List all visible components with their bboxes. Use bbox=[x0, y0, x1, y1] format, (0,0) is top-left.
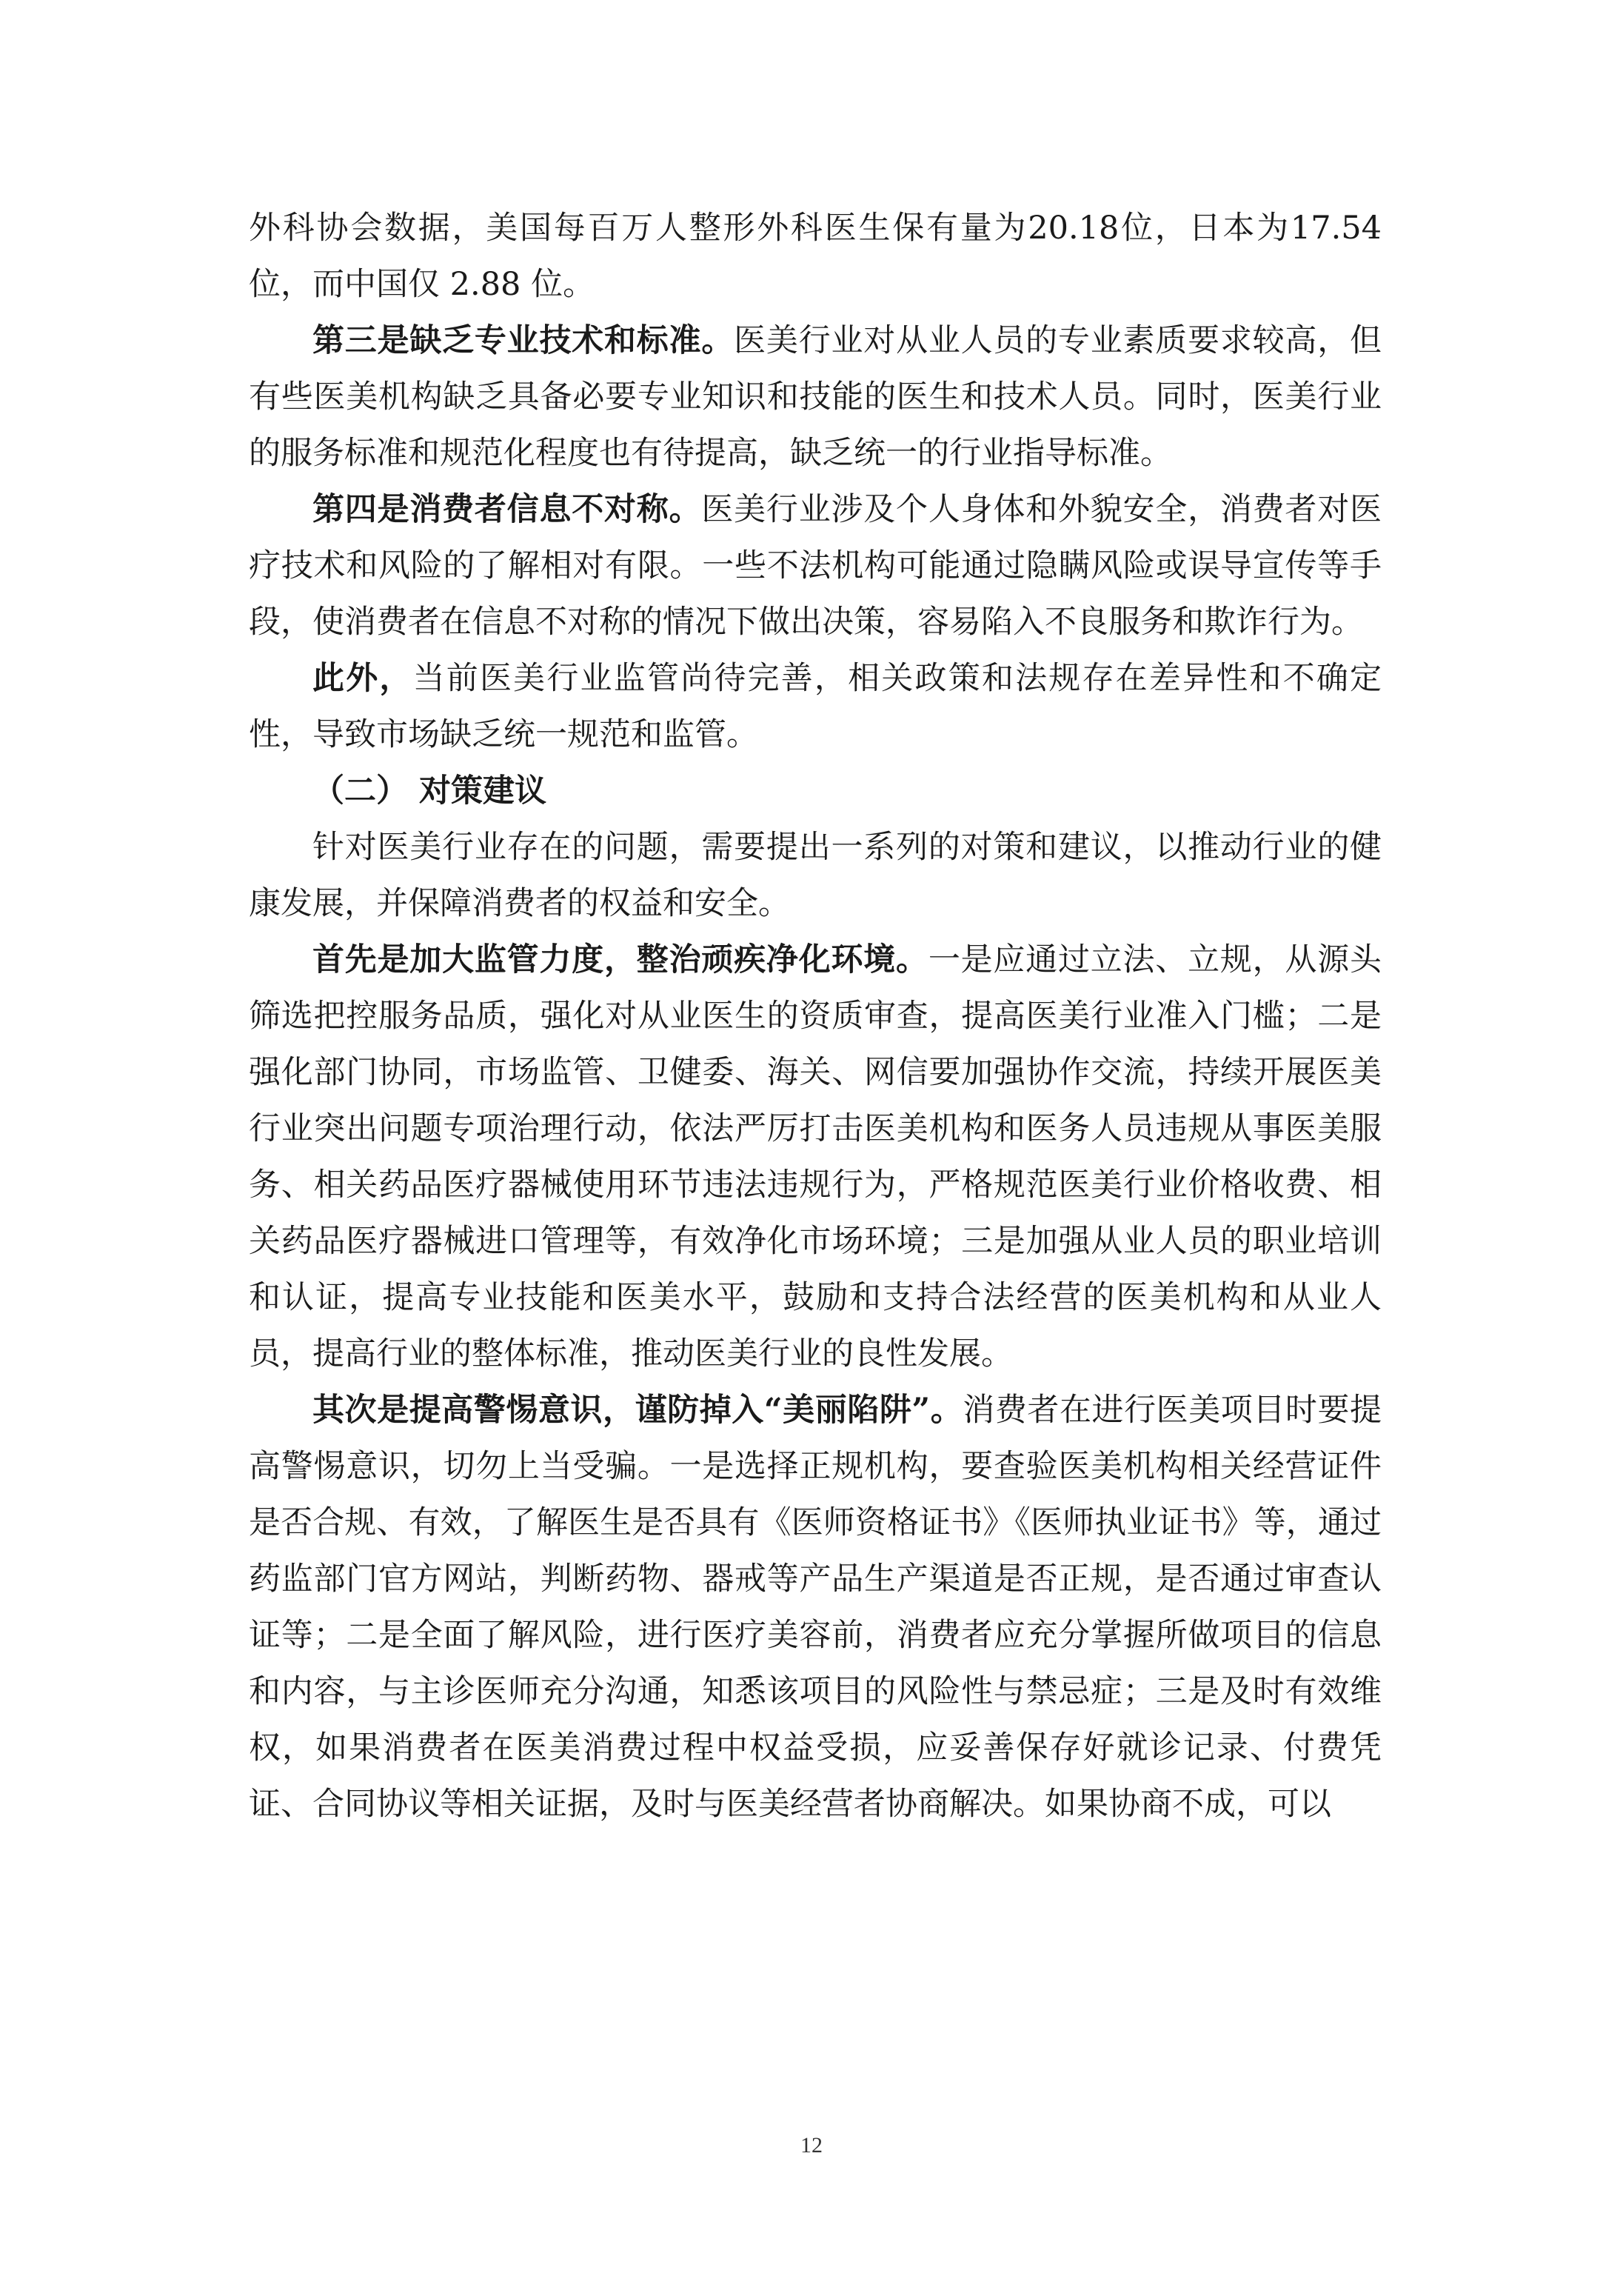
paragraph-lead: 其次是提高警惕意识，谨防掉入“美丽陷阱”。 bbox=[312, 1392, 963, 1429]
paragraph-text: 消费者在进行医美项目时要提高警惕意识，切勿上当受骗。一是选择正规机构，要查验医美机构相关经营证件是否合规、有效，了解医生是否具有《医师资格证书》《医师执业证书》等，通过药监部门官方网站，判断药物、器戒等产品生产渠道是否正规，是否通过审查认证等；二是全面了解风险，进行医疗美容前，消费者应充分掌握所做项目的信息和内容，与主诊医师充分沟通，知悉该项目的风险性与禁忌症；三是及时有效维权，如果消费者在医美消费过程中权益受损，应妥善保存好就诊记录、付费凭证、合同协议等相关证据，及时与医美经营者协商解决。如果协商不成，可以 bbox=[249, 1392, 1382, 1823]
paragraph-text: 针对医美行业存在的问题，需要提出一系列的对策和建议，以推动行业的健康发展，并保障消费者的权益和安全。 bbox=[249, 829, 1382, 922]
paragraph-vigilance bbox=[249, 1382, 1382, 1832]
body-text bbox=[249, 200, 1382, 1832]
paragraph-text: 当前医美行业监管尚待完善，相关政策和法规存在差异性和不确定性，导致市场缺乏统一规范和监管。 bbox=[249, 660, 1382, 753]
paragraph-introduction bbox=[249, 819, 1382, 932]
paragraph-regulation bbox=[249, 650, 1382, 763]
paragraph-supervision bbox=[249, 932, 1382, 1382]
paragraph-lack-of-standards bbox=[249, 313, 1382, 481]
paragraph-information-asymmetry bbox=[249, 481, 1382, 650]
paragraph-text: 外科协会数据，美国每百万人整形外科医生保有量为20.18位，日本为17.54位，而中国仅 2.88 位。 bbox=[249, 210, 1382, 303]
paragraph-lead: 此外， bbox=[312, 660, 413, 697]
paragraph-text: 医美行业涉及个人身体和外貌安全，消费者对医疗技术和风险的了解相对有限。一些不法机构可能通过隐瞒风险或误导宣传等手段，使消费者在信息不对称的情况下做出决策，容易陷入不良服务和欺诈行为。 bbox=[249, 491, 1382, 641]
paragraph-lead: 第四是消费者信息不对称。 bbox=[312, 491, 702, 528]
paragraph-text: 医美行业对从业人员的专业素质要求较高，但有些医美机构缺乏具备必要专业知识和技能的医生和技术人员。同时，医美行业的服务标准和规范化程度也有待提高，缺乏统一的行业指导标准。 bbox=[249, 322, 1382, 472]
page-number: 12 bbox=[800, 2133, 823, 2157]
section-heading: （二） 对策建议 bbox=[312, 772, 546, 810]
paragraph-continued bbox=[249, 200, 1382, 313]
paragraph-lead: 首先是加大监管力度，整治顽疾净化环境。 bbox=[312, 941, 928, 978]
paragraph-text: 一是应通过立法、立规，从源头筛选把控服务品质，强化对从业医生的资质审查，提高医美行业准入门槛；二是强化部门协同，市场监管、卫健委、海关、网信要加强协作交流，持续开展医美行业突出问题专项治理行动，依法严厉打击医美机构和医务人员违规从事医美服务、相关药品医疗器械使用环节违法违规行为，严格规范医美行业价格收费、相关药品医疗器械进口管理等，有效净化市场环境；三是加强从业人员的职业培训和认证，提高专业技能和医美水平，鼓励和支持合法经营的医美机构和从业人员，提高行业的整体标准，推动医美行业的良性发展。 bbox=[249, 941, 1382, 1372]
paragraph-lead: 第三是缺乏专业技术和标准。 bbox=[312, 322, 734, 359]
